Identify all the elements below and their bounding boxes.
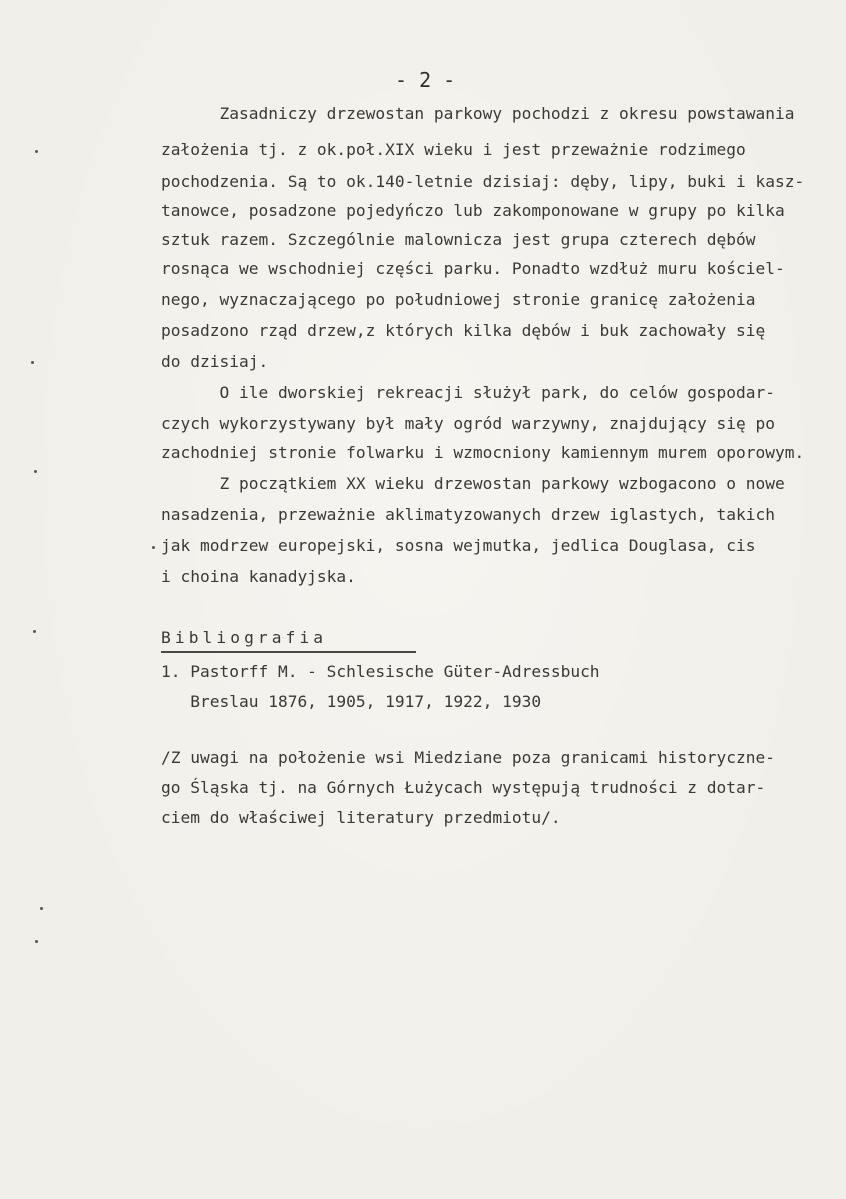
scan-mark xyxy=(35,940,38,943)
paragraph-2-line-2: czych wykorzystywany był mały ogród warzywny, znajdujący się po xyxy=(161,414,775,433)
bibliography-underline xyxy=(161,651,416,653)
bibliography-heading: Bibliografia xyxy=(161,628,328,647)
note-line-3: ciem do właściwej literatury przedmiotu/. xyxy=(161,808,561,827)
paragraph-3-line-1: Z początkiem XX wieku drzewostan parkowy wzbogacono o nowe xyxy=(161,474,785,493)
paragraph-2-line-3: zachodniej stronie folwarku i wzmocniony kamiennym murem oporowym. xyxy=(161,443,805,462)
paragraph-1-line-6: rosnąca we wschodniej części parku. Ponadto wzdłuż muru kościel- xyxy=(161,259,785,278)
paragraph-1-line-9: do dzisiaj. xyxy=(161,352,269,371)
paragraph-3-line-2: nasadzenia, przeważnie aklimatyzowanych drzew iglastych, takich xyxy=(161,505,775,524)
scan-mark xyxy=(34,470,37,473)
paragraph-1-line-7: nego, wyznaczającego po południowej stronie granicę założenia xyxy=(161,290,756,309)
page-number: - 2 - xyxy=(395,68,456,92)
paragraph-1-line-3: pochodzenia. Są to ok.140-letnie dzisiaj: dęby, lipy, buki i kasz- xyxy=(161,172,805,191)
bibliography-entry-1: 1. Pastorff M. - Schlesische Güter-Adressbuch xyxy=(161,662,600,681)
bibliography-entry-1-details: Breslau 1876, 1905, 1917, 1922, 1930 xyxy=(161,692,542,711)
paragraph-1-line-5: sztuk razem. Szczególnie malownicza jest grupa czterech dębów xyxy=(161,230,756,249)
paragraph-1-line-4: tanowce, posadzone pojedyńczo lub zakomponowane w grupy po kilka xyxy=(161,201,785,220)
note-line-1: /Z uwagi na położenie wsi Miedziane poza granicami historyczne- xyxy=(161,748,775,767)
paragraph-3-line-4: i choina kanadyjska. xyxy=(161,567,356,586)
paragraph-1-line-8: posadzono rząd drzew,z których kilka dębów i buk zachowały się xyxy=(161,321,766,340)
note-line-2: go Śląska tj. na Górnych Łużycach występują trudności z dotar- xyxy=(161,778,766,797)
paragraph-1-line-1: Zasadniczy drzewostan parkowy pochodzi z okresu powstawania xyxy=(161,104,795,123)
scan-mark xyxy=(33,630,36,633)
scan-mark xyxy=(40,907,43,910)
paragraph-3-line-3: jak modrzew europejski, sosna wejmutka, jedlica Douglasa, cis xyxy=(161,536,756,555)
scan-mark xyxy=(152,546,155,549)
scan-mark xyxy=(31,361,34,364)
scan-mark xyxy=(35,150,38,153)
paragraph-1-line-2: założenia tj. z ok.poł.XIX wieku i jest przeważnie rodzimego xyxy=(161,140,746,159)
paragraph-2-line-1: O ile dworskiej rekreacji służył park, do celów gospodar- xyxy=(161,383,775,402)
